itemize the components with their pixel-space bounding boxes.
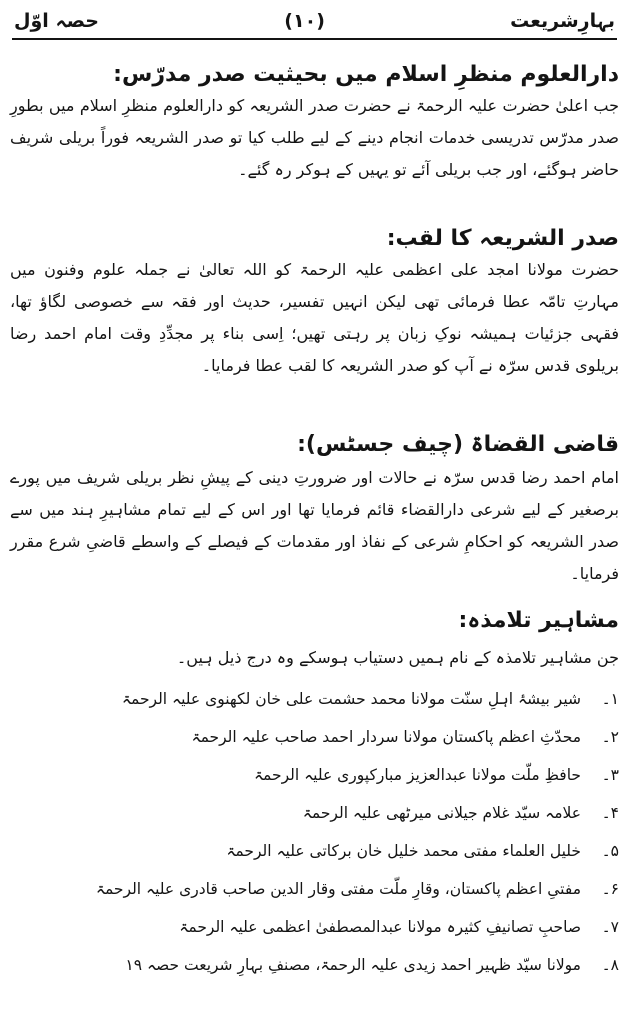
- list-item: [10, 946, 619, 984]
- list-item-name: مفتیِ اعظم پاکستان، وقارِ ملّت مفتی وقار الدین صاحب قادری علیہ الرحمۃ: [95, 880, 581, 898]
- page-header: [14, 6, 615, 36]
- page-number: (۱۰): [284, 10, 325, 32]
- section-heading-darululoom: دارالعلوم منظرِ اسلام میں بحیثیت صدر مدرّس:: [113, 62, 619, 87]
- students-intro: جن مشاہیر تلامذہ کے نام ہمیں دستیاب ہوسکے وہ درج ذیل ہیں۔: [176, 648, 619, 667]
- header-rule: [12, 38, 617, 40]
- list-item: [10, 794, 619, 832]
- list-item-number: ۴۔: [601, 804, 619, 822]
- list-item-number: ۲۔: [601, 728, 619, 746]
- list-item-number: ۷۔: [601, 918, 619, 936]
- list-item: [10, 718, 619, 756]
- list-item-name: صاحبِ تصانیفِ کثیرہ مولانا عبدالمصطفیٰ اعظمی علیہ الرحمۃ: [179, 918, 581, 936]
- list-item-name: مولانا سیّد ظہیر احمد زیدی علیہ الرحمۃ، مصنفِ بہارِ شریعت حصہ ۱۹: [125, 956, 581, 974]
- section-heading-title: صدر الشریعہ کا لقب:: [386, 226, 619, 251]
- list-item-number: ۳۔: [601, 766, 619, 784]
- section-paragraph-qazi: امام احمد رضا قدس سرّہ نے حالات اور ضرورتِ دینی کے پیشِ نظر بریلی شریف میں پورے برصغیر کے لیے شرعی دارالقضاء قائم فرمایا تھا اور اس کے لیے تمام مشاہیرِ ہند میں سے صدر الشریعہ کو احکامِ شرعی کے نفاذ اور مقدمات کے فیصلے کے واسطے قاضیِ شرع مقرر فرمایا۔: [10, 468, 619, 583]
- book-title: بہارِشریعت: [510, 10, 615, 32]
- list-item-name: حافظِ ملّت مولانا عبدالعزیز مبارکپوری علیہ الرحمۃ: [253, 766, 581, 784]
- list-item: [10, 832, 619, 870]
- list-item-name: شیر بیشۂ اہلِ سنّت مولانا محمد حشمت علی خان لکھنوی علیہ الرحمۃ: [121, 690, 581, 708]
- list-item: [10, 908, 619, 946]
- list-item-number: ۸۔: [601, 956, 619, 974]
- list-item-name: محدّثِ اعظم پاکستان مولانا سردار احمد صاحب علیہ الرحمۃ: [191, 728, 581, 746]
- list-item-name: علامہ سیّد غلام جیلانی میرٹھی علیہ الرحمۃ: [302, 804, 581, 822]
- section-heading-qazi: قاضی القضاۃ (چیف جسٹس):: [297, 432, 619, 457]
- list-item: [10, 870, 619, 908]
- students-list: [10, 680, 619, 984]
- list-item: [10, 756, 619, 794]
- section-heading-students: مشاہیر تلامذہ:: [458, 608, 619, 633]
- list-item-number: ۱۔: [601, 690, 619, 708]
- section-paragraph-title: حضرت مولانا امجد علی اعظمی علیہ الرحمۃ کو اللہ تعالیٰ نے جملہ علوم وفنون میں مہارتِ تامّہ عطا فرمائی تھی لیکن انہیں تفسیر، حدیث اور فقہ سے خصوصی لگاؤ تھا، فقہی جزئیات ہمیشہ نوکِ زبان پر رہتی تھیں؛ اِسی بناء پر مجدِّدِ وقت امام احمد رضا بریلوی قدس سرّہ نے آپ کو صدر الشریعہ کا لقب عطا فرمایا۔: [10, 260, 619, 375]
- list-item-number: ۶۔: [601, 880, 619, 898]
- list-item-number: ۵۔: [601, 842, 619, 860]
- list-item-name: خلیل العلماء مفتی محمد خلیل خان برکاتی علیہ الرحمۃ: [226, 842, 581, 860]
- section-paragraph-darululoom: جب اعلیٰ حضرت علیہ الرحمۃ نے حضرت صدر الشریعہ کو دارالعلوم منظرِ اسلام میں بطورِ صدر مدرّس تدریسی خدمات انجام دینے کے لیے طلب کیا تو صدر الشریعہ فوراً بریلی شریف حاضر ہوگئے، اور جب بریلی آئے تو یہیں کے ہوکر رہ گئے۔: [10, 96, 620, 179]
- part-label: حصہ اوّل: [14, 10, 99, 32]
- list-item: [10, 680, 619, 718]
